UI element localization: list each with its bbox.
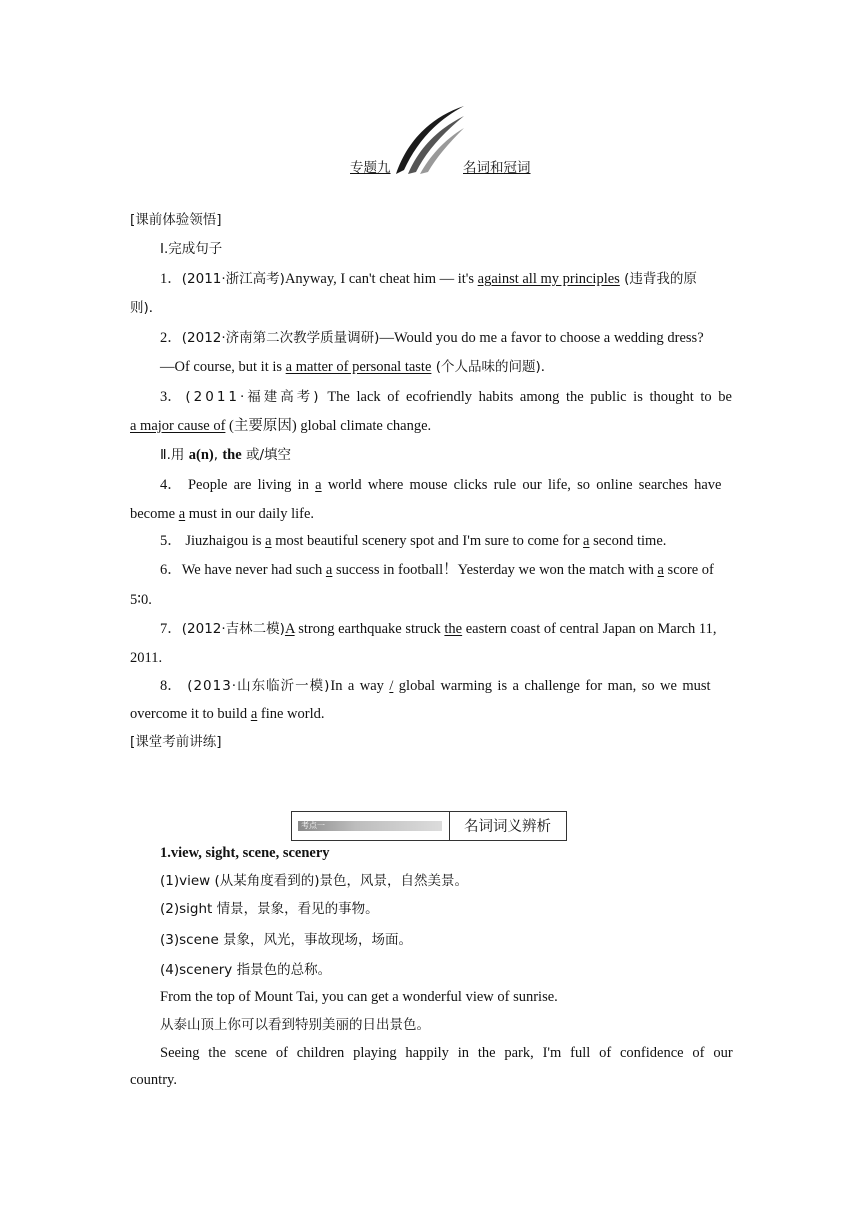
question-3-cont [130,416,732,436]
question-source: (2011·福建高考) [185,389,322,405]
question-number: 7． [160,621,182,637]
question-6 [160,560,732,580]
topic1-item: (4)scenery 指景色的总称。 [160,962,332,978]
question-text: overcome it to build [130,706,251,722]
question-7 [160,619,732,639]
question-number: 2． [160,330,182,346]
topic1-item: (3)scene 景象，风光，事故现场，场面。 [160,932,413,948]
question-7-cont: 2011. [130,650,163,666]
part2-title [160,445,732,465]
question-text: score of [663,562,714,578]
topic1-item: (2)sight 情景，景象，看见的事物。 [160,901,379,917]
question-text: Jiuzhaigou is [185,533,266,549]
answer-blank: a [315,477,322,493]
topic1-item: (1)view (从某角度看到的)景色，风景，自然美景。 [160,873,469,889]
question-hint: (违背我的原 [619,271,697,287]
page-title [350,156,540,176]
question-number: 8． [160,678,182,694]
question-2 [160,328,732,348]
part1-title: Ⅰ.完成句子 [160,241,223,257]
question-source: (2013·山东临沂一模) [187,678,331,694]
exam-point-box [291,811,567,841]
answer-blank: a [583,533,590,549]
question-source: (2012·吉林二模) [181,621,285,637]
question-text: We have never had such [181,562,326,578]
exam-point-tag-label: 考点一 [301,821,325,830]
question-text: become [130,506,179,522]
question-text: Anyway, I can't cheat him — it's [284,271,478,287]
question-number: 4． [160,477,182,493]
question-text: global warming is a challenge for man, so we must [393,678,711,694]
question-text: most beautiful scenery spot and I'm sure to come for [271,533,584,549]
question-8 [160,676,732,696]
topic-name: 名词和冠词 [463,160,531,176]
answer-blank: a major cause of [130,418,226,434]
question-number: 3． [160,389,182,405]
question-source: (2012·济南第二次教学质量调研) [181,330,380,346]
question-source: (2011·浙江高考) [181,271,285,287]
question-hint: (个人品味的问题)． [431,359,555,375]
question-text: In a way [330,678,390,694]
answer-blank: the [444,621,463,637]
question-text: strong earthquake struck [294,621,445,637]
example-2-english-cont: country. [130,1072,177,1088]
question-text: (主要原因) global climate change. [225,418,432,434]
exam-point-title: 名词词义辨析 [464,819,551,835]
answer-blank: a [250,706,258,722]
part2-suffix: 或/填空 [241,447,291,463]
question-6-cont: 5∶0. [130,592,152,608]
question-text: fine world. [257,706,325,722]
part2-prefix: Ⅱ.用 [160,447,189,463]
section-preclass-heading: [课前体验领悟] [130,212,222,228]
question-number: 1． [160,271,182,287]
example-2-english: Seeing the scene of children playing happily in the park, I'm full of confidence of our [160,1045,733,1061]
section-inclass-heading: [课堂考前讲练] [130,734,222,750]
topic1-heading: 1.view, sight, scene, scenery [160,845,330,861]
question-text: second time. [589,533,667,549]
answer-blank: a [265,533,272,549]
answer-blank: a matter of personal taste [285,359,432,375]
exam-point-tag [298,821,442,831]
question-text: People are living in [187,477,316,493]
answer-blank: against all my principles [477,271,620,287]
question-1-cont: 则)． [130,300,163,316]
question-8-cont [130,704,732,724]
question-4 [160,475,732,495]
question-3 [160,387,732,407]
part2-sep: , [213,447,223,463]
question-number: 6． [160,562,182,578]
answer-blank: a [325,562,333,578]
question-text: success in football！Yesterday we won the match with [332,562,658,578]
answer-blank: a [178,506,186,522]
answer-blank: a [657,562,664,578]
example-1-english: From the top of Mount Tai, you can get a wonderful view of sunrise. [160,989,558,1005]
question-text: —Would you do me a favor to choose a wedding dress? [379,330,704,346]
question-4-cont [130,504,732,524]
answer-blank: A [284,621,295,637]
part2-article-an: a(n) [188,447,214,463]
example-1-chinese: 从泰山顶上你可以看到特别美丽的日出景色。 [160,1017,430,1033]
question-2-reply [160,357,732,377]
question-5 [160,531,732,551]
divider [449,812,450,840]
question-number: 5． [160,533,182,549]
answer-blank: / [389,678,394,694]
question-text: —Of course, but it is [160,359,286,375]
question-text: world where mouse clicks rule our life, so online searches have [321,477,722,493]
question-text: must in our daily life. [185,506,315,522]
question-text: eastern coast of central Japan on March 11, [462,621,717,637]
question-1 [160,269,732,289]
question-text: The lack of ecofriendly habits among the public is thought to be [327,389,732,405]
topic-number: 专题九 [350,160,391,176]
part2-article-the: the [222,447,242,463]
